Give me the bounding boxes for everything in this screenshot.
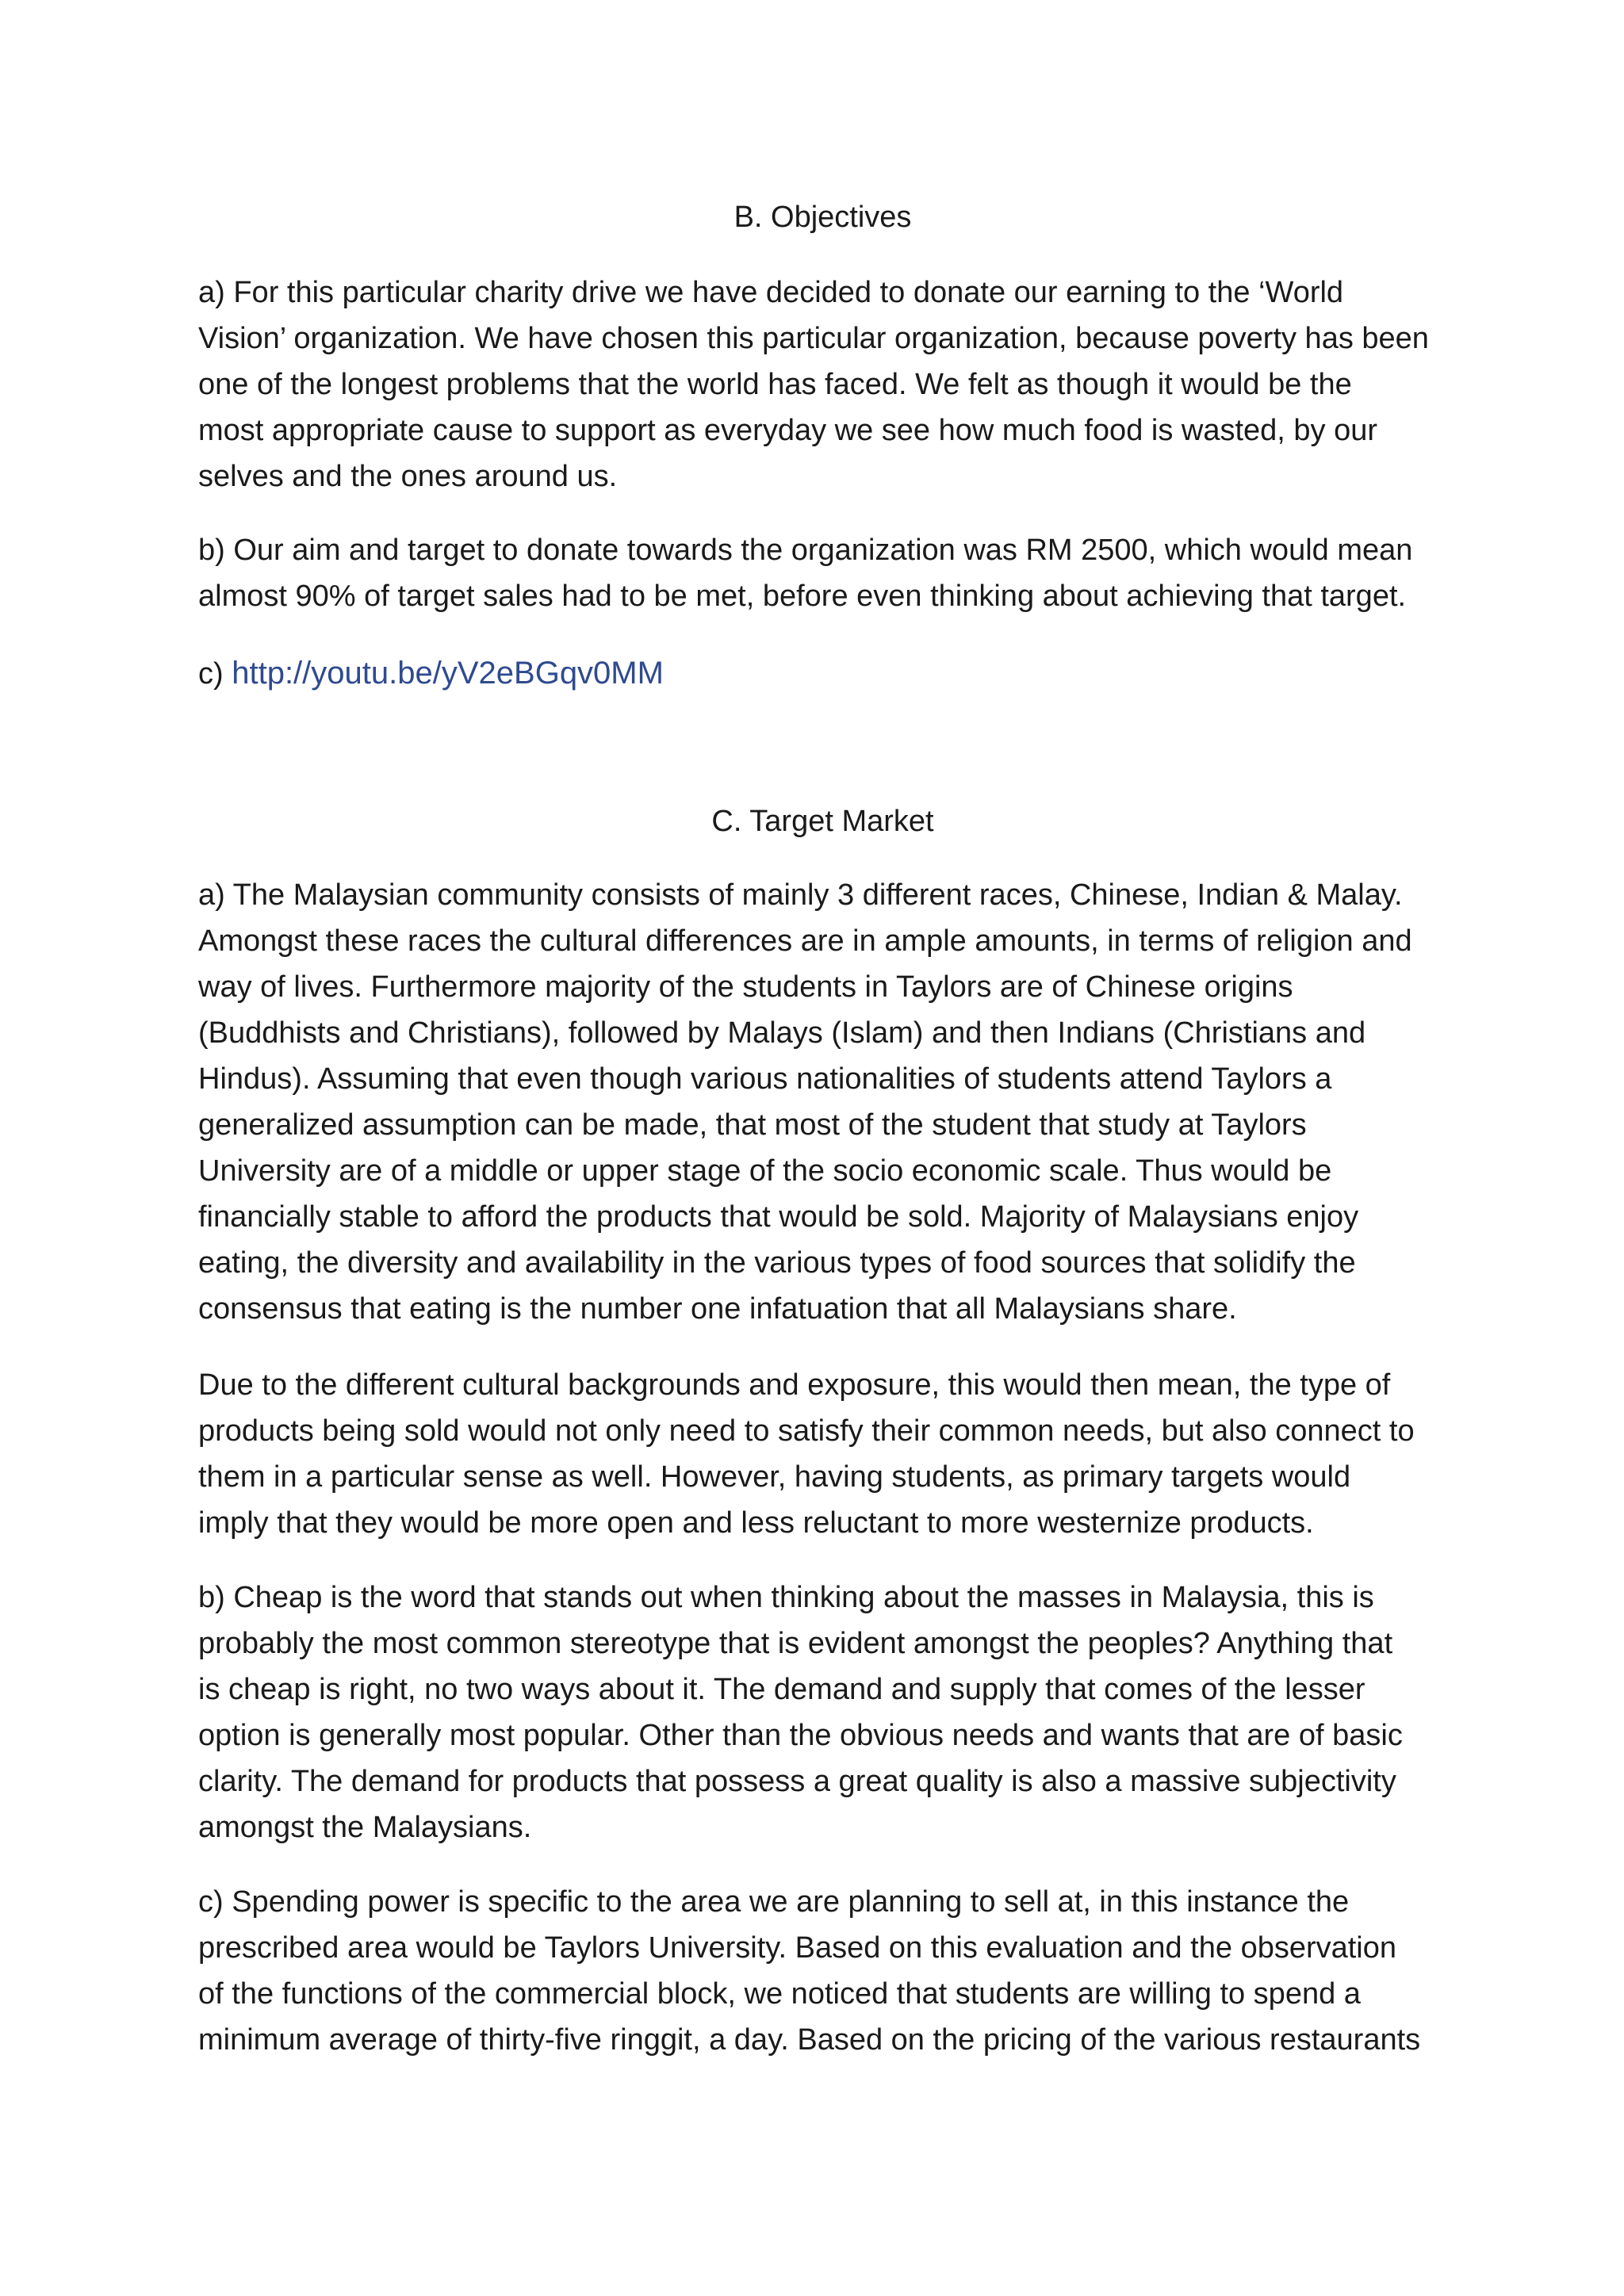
target-b-line-4: option is generally most popular. Other than the obvious needs and wants that are of basic — [198, 1719, 1403, 1752]
target-b-line-6: amongst the Malaysians. — [198, 1811, 532, 1844]
target-b-line-1: b) Cheap is the word that stands out when thinking about the masses in Malaysia, this is — [198, 1581, 1374, 1614]
target-due-line-3: them in a particular sense as well. However, having students, as primary targets would — [198, 1460, 1351, 1494]
objectives-c-line — [198, 650, 664, 697]
target-b-line-3: is cheap is right, no two ways about it. The demand and supply that comes of the lesser — [198, 1673, 1365, 1706]
objectives-b-line-1: b) Our aim and target to donate towards the organization was RM 2500, which would mean — [198, 534, 1413, 567]
target-b-line-5: clarity. The demand for products that possess a great quality is also a massive subjectivity — [198, 1765, 1396, 1798]
target-a-line-6: generalized assumption can be made, that most of the student that study at Taylors — [198, 1108, 1307, 1142]
objectives-a-line-4: most appropriate cause to support as everyday we see how much food is wasted, by our — [198, 414, 1378, 447]
target-a-line-5: Hindus). Assuming that even though various nationalities of students attend Taylors a — [198, 1062, 1332, 1096]
target-a-line-8: financially stable to afford the products that would be sold. Majority of Malaysians enjoy — [198, 1200, 1359, 1234]
target-a-line-2: Amongst these races the cultural differences are in ample amounts, in terms of religion and — [198, 924, 1412, 958]
target-a-line-7: University are of a middle or upper stage of the socio economic scale. Thus would be — [198, 1154, 1332, 1188]
objectives-a-line-5: selves and the ones around us. — [198, 460, 618, 493]
youtube-link[interactable]: http://youtu.be/yV2eBGqv0MM — [232, 656, 664, 691]
target-due-line-4: imply that they would be more open and less reluctant to more westernize products. — [198, 1506, 1314, 1540]
objectives-heading: B. Objectives — [733, 201, 912, 234]
target-c-line-2: prescribed area would be Taylors University. Based on this evaluation and the observation — [198, 1931, 1397, 1965]
target-market-heading: C. Target Market — [711, 805, 934, 838]
target-a-line-10: consensus that eating is the number one infatuation that all Malaysians share. — [198, 1292, 1237, 1326]
target-due-line-1: Due to the different cultural backgrounds and exposure, this would then mean, the type of — [198, 1368, 1391, 1402]
target-a-line-4: (Buddhists and Christians), followed by Malays (Islam) and then Indians (Christians and — [198, 1016, 1366, 1050]
objectives-a-line-2: Vision’ organization. We have chosen this particular organization, because poverty has been — [198, 322, 1429, 355]
target-a-line-3: way of lives. Furthermore majority of the students in Taylors are of Chinese origins — [198, 970, 1293, 1004]
objectives-a-line-3: one of the longest problems that the world has faced. We felt as though it would be the — [198, 368, 1352, 401]
objectives-a-line-1: a) For this particular charity drive we have decided to donate our earning to the ‘World — [198, 276, 1344, 309]
target-a-line-9: eating, the diversity and availability in the various types of food sources that solidify the — [198, 1246, 1356, 1280]
target-due-line-2: products being sold would not only need to satisfy their common needs, but also connect to — [198, 1414, 1415, 1448]
objectives-b-line-2: almost 90% of target sales had to be met, before even thinking about achieving that target. — [198, 580, 1407, 613]
target-a-line-1: a) The Malaysian community consists of mainly 3 different races, Chinese, Indian & Malay. — [198, 878, 1403, 912]
target-c-line-3: of the functions of the commercial block, we noticed that students are willing to spend a — [198, 1977, 1361, 2011]
target-c-line-1: c) Spending power is specific to the area we are planning to sell at, in this instance the — [198, 1885, 1350, 1919]
objectives-c-prefix: c) — [198, 657, 224, 691]
target-b-line-2: probably the most common stereotype that is evident amongst the peoples? Anything that — [198, 1627, 1393, 1660]
target-c-line-4: minimum average of thirty-five ringgit, a day. Based on the pricing of the various restaurants — [198, 2023, 1421, 2057]
